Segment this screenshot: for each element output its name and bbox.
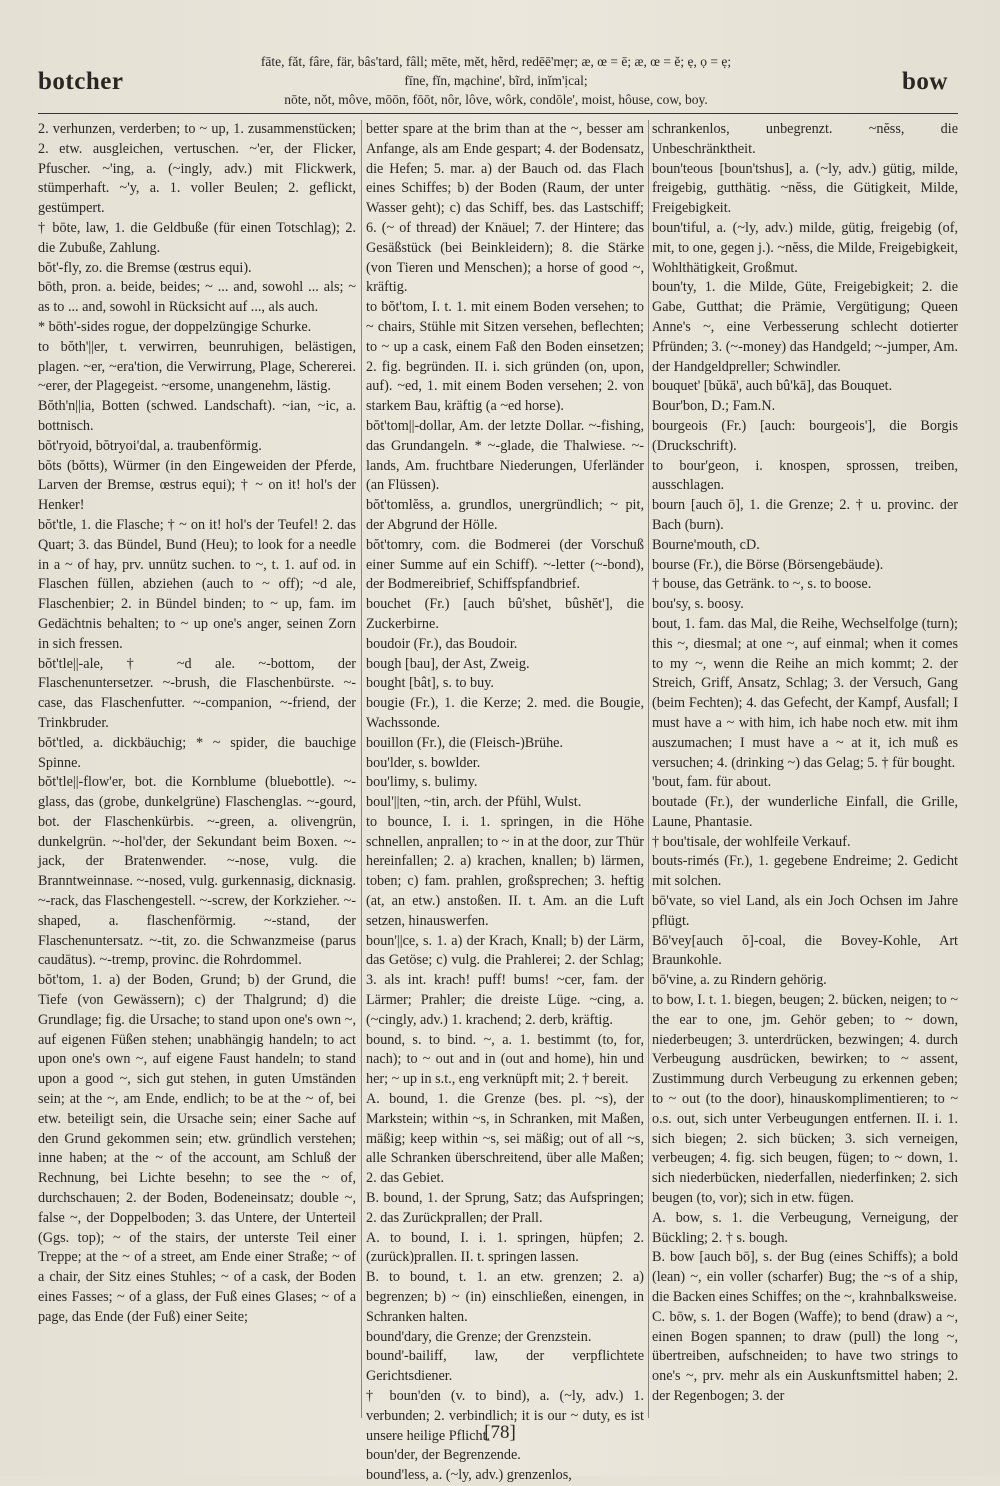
dictionary-entry: bougie (Fr.), 1. die Kerze; 2. med. die Bougie, Wachssonde. bbox=[366, 695, 644, 731]
dictionary-entry: bourn [auch ō], 1. die Grenze; 2. † u. provinc. der Bach (burn). bbox=[652, 497, 958, 533]
dictionary-entry: bought [bât], s. to buy. bbox=[366, 675, 494, 692]
dictionary-entry: bou'sy, s. boosy. bbox=[652, 596, 744, 613]
column-left bbox=[38, 120, 356, 1420]
dictionary-entry: bouts-rimés (Fr.), 1. gegebene Endreime; 2. Gedicht mit solchen. bbox=[652, 853, 958, 890]
dictionary-entry: to bŏth'||er, t. verwirren, beunruhigen, belästigen, plagen. ~er, ~era'tion, die Verwirrung, Plage, Schererei. ~erer, der Plagegeist. ~ersome, unangenehm, lästig. bbox=[38, 338, 356, 395]
column-right bbox=[652, 120, 958, 1420]
column-divider-2 bbox=[648, 120, 649, 1418]
dictionary-entry: bouillon (Fr.), die (Fleisch-)Brühe. bbox=[366, 734, 564, 751]
dictionary-entry: bŏt'tom||-dollar, Am. der letzte Dollar. ~-fishing, das Grundangeln. * ~-glade, die Thalwiese. ~-lands, Am. fruchtbare Niederungen, Uferländer (an Flüssen). bbox=[366, 417, 644, 494]
dictionary-entry: A. bow, s. 1. die Verbeugung, Verneigung, der Bückling; 2. † s. bough. bbox=[652, 1209, 958, 1246]
dictionary-entry: boun'tiful, a. (~ly, adv.) milde, gütig, freigebig (of, mit, to one, gegen j.). ~nĕss, die Milde, Freigebigkeit, Wohlthätigkeit, Großmut. bbox=[652, 219, 958, 276]
dictionary-entry: 2. verhunzen, verderben; to ~ up, 1. zusammenstücken; 2. etw. ausgleichen, vertuschen. ~'er, der Flicker, Pfuscher. ~'ing, a. (~ingly, adv.) mit Flickwerk, stümperhaft. ~'y, a. 1. voller Beulen; 2. geflickt, gestümpert. bbox=[38, 121, 356, 217]
dictionary-entry: boun'ty, 1. die Milde, Güte, Freigebigkeit; 2. die Gabe, Gutthat; die Prämie, Vergütigung; Queen Anne's ~, eine Verbesserung schlecht dotierter Pfründen; 3. (~-money) das Handgeld; ~-jumper, Am. der Handgeldpreller; Schwindler. bbox=[652, 279, 958, 375]
pronunciation-key-line-2: fīne, fĭn, mạchine', bĩrd, inĭm'ịcal; bbox=[404, 73, 588, 88]
dictionary-entry: better spare at the brim than at the ~, besser am Anfange, als am Ende gespart; 4. der Bodensatz, die Hefen; 5. mar. a) der Bauch od. das Flach eines Schiffes; b) der Boden (Raum, der unter Wasser geht); c) das Schiff, bes. das Lastschiff; 6. (~ of thread) der Knäuel; 7. der Hintere; das Gesäßstück (bei Beinkleidern); 8. die Stärke (von Tieren und Menschen); a horse of good ~, kräftig. bbox=[366, 121, 644, 296]
dictionary-entry: Bour'bon, D.; Fam.N. bbox=[652, 398, 776, 415]
dictionary-entry: bŏt'tle||-ale, † ~d ale. ~-bottom, der Flaschenuntersetzer. ~-brush, die Flaschenbürste. ~-case, das Flaschenfutter. ~-companion, ~-friend, der Trinkbruder. bbox=[38, 655, 356, 731]
dictionary-entry: bough [bau], der Ast, Zweig. bbox=[366, 655, 530, 672]
dictionary-entry: bound'dary, die Grenze; der Grenzstein. bbox=[366, 1328, 592, 1345]
dictionary-entry: bŏt'ryoid, bŏtryoi'dal, a. traubenförmig. bbox=[38, 437, 262, 454]
dictionary-entry: boun'||ce, s. 1. a) der Krach, Knall; b) der Lärm, das Getöse; c) vulg. die Prahlerei; 2. der Schlag; 3. als int. krach! puff! bums! ~cer, fam. der Lärmer; Prahler; die dreiste Lüge. ~cing, a. (~cingly, adv.) 1. krachend; 2. derb, kräftig. bbox=[366, 932, 644, 1028]
dictionary-entry: bō'vine, a. zu Rindern gehörig. bbox=[652, 972, 827, 989]
dictionary-entry: bŏt'-fly, zo. die Bremse (œstrus equi). bbox=[38, 259, 252, 276]
dictionary-entry: bŏt'tomry, com. die Bodmerei (der Vorschuß einer Summe auf ein Schiff). ~-letter (~-bond), der Bodmereibrief, Schiffspfandbrief. bbox=[366, 536, 644, 593]
dictionary-entry: Bourne'mouth, cD. bbox=[652, 536, 760, 553]
dictionary-entry: to bŏt'tom, I. t. 1. mit einem Boden versehen; to ~ chairs, Stühle mit Sitzen versehen, beflechten; to ~ up a cask, einem Faß den Boden einsetzen; 2. fig. begründen. II. i. sich gründen (on, upon, auf). ~ed, 1. mit einem Boden versehen; 2. von starkem Bau, kräftig (a ~ed horse). bbox=[366, 299, 644, 415]
dictionary-entry: B. bound, 1. der Sprung, Satz; das Aufspringen; 2. das Zurückprallen; der Prall. bbox=[366, 1190, 644, 1226]
page-number: [78] bbox=[484, 1422, 516, 1443]
dictionary-entry: bou'limy, s. bulimy. bbox=[366, 774, 478, 791]
dictionary-entry: bŏt'tom, 1. a) der Boden, Grund; b) der Grund, die Tiefe (von Gewässern); c) der Thalgrund; d) die Grundlage; fig. die Ursache; to stand upon one's own ~, auf eigenen Füßen stehen; unabhängig handeln; to act upon one's own ~, auf eigene Faust handeln; to stand upon a good ~, sich gut stehen, in guten Umständen sein; at the ~, am Ende, endlich; to be at the ~ of, bei etw. beteiligt sein, die Ursache sein; einer Sache auf den Grund gekommen sein; etw. gründlich verstehen; inne haben; at the ~ of the account, am Schluß der Rechnung, bei Lichte besehn; to see the ~ of, durchschauen; 2. der Boden, Bodeneinsatz; double ~, false ~, der Doppelboden; 3. das Untere, der Unterteil (Ggs. top); ~ of the stairs, der unterste Teil einer Treppe; at the ~ of a street, am Ende einer Straße; ~ of a chair, der Sitz eines Stuhles; ~ of a cask, der Boden eines Fasses; ~ of a glass, der Fuß eines Glases; ~ of a page, das Ende (der Fuß) einer Seite; bbox=[38, 972, 356, 1325]
dictionary-entry: boun'der, der Begrenzende. bbox=[366, 1447, 521, 1464]
pronunciation-key-line-3: nōte, nŏt, môve, mōōn, fōōt, nôr, lôve, wôrk, condōle', moist, hôuse, cow, boy. bbox=[284, 92, 708, 107]
dictionary-entry: to bow, I. t. 1. biegen, beugen; 2. bücken, neigen; to ~ the ear to one, jm. Gehör geben; to ~ down, niederbeugen; 3. unterdrücken, bezwingen; 4. durch Verbeugung ausdrücken, bewirken; to ~ assent, Zustimmung durch Verbeugung zu erkennen geben; to ~ out (to the door), hinauskomplimentieren; to ~ o.s. out, sich unter Verbeugungen entfernen. II. i. 1. sich biegen; 2. sich bücken; 3. sich verneigen, verbeugen; 4. fig. sich beugen, fügen; to ~ down, 1. sich niederbücken, niederfallen, niederfinken; 2. sich beugen (to, vor); sich in etw. fügen. bbox=[652, 992, 958, 1207]
dictionary-entry: boun'teous [boun'tshus], a. (~ly, adv.) gütig, milde, freigebig, gutthätig. ~nĕss, die Gütigkeit, Milde, Freigebigkeit. bbox=[652, 160, 958, 217]
dictionary-entry: bō'vate, so viel Land, als ein Joch Ochsen im Jahre pflügt. bbox=[652, 893, 958, 929]
dictionary-entry: bŏt'tle, 1. die Flasche; † ~ on it! hol's der Teufel! 2. das Quart; 3. das Bündel, Bund (Heu); to look for a needle in a ~ of hay, prv. unnütz suchen. to ~, t. 1. auf od. in Flaschen füllen, abziehen (auch to ~ off); ~d ale, Flaschenbier; 2. in Bündel binden; to ~ up, fam. im Gedächtnis behalten; to ~ up one's anger, seinen Zorn in sich fressen. bbox=[38, 516, 356, 652]
dictionary-entry: B. to bound, t. 1. an etw. grenzen; 2. a) begrenzen; b) ~ (in) einschließen, einengen, in Schranken halten. bbox=[366, 1269, 644, 1325]
dictionary-entry: bound'less, a. (~ly, adv.) grenzenlos, bbox=[366, 1467, 572, 1484]
dictionary-entry: bŏt'tle||-flow'er, bot. die Kornblume (bluebottle). ~-glass, das (grobe, dunkelgrüne) Flaschenglas. ~-gourd, bot. der Flaschenkürbis. ~-green, a. olivengrün, dunkelgrün. ~-hol'der, der Sekundant beim Boxen. ~-jack, der Bratenwender. ~-nose, vulg. die Branntweinnase. ~-nosed, vulg. gurkennasig, dicknasig. ~-rack, das Flaschengestell. ~-screw, der Korkzieher. ~-shaped, a. flaschenförmig. ~-stand, der Flaschenuntersatz. ~-tit, zo. die Schwanzmeise (parus caudātus). ~-tremp, provinc. die Rohrdommel. bbox=[38, 774, 356, 969]
dictionary-entry: boul'||ten, ~tin, arch. der Pfühl, Wulst. bbox=[366, 794, 582, 811]
left-running-headword: botcher bbox=[38, 68, 124, 95]
dictionary-entry: bōth, pron. a. beide, beides; ~ ... and, sowohl ... als; ~ as to ... and, sowohl in Rücksicht auf ..., als auch. bbox=[38, 279, 356, 316]
right-running-headword: bow bbox=[902, 68, 948, 95]
dictionary-entry: † boun'den (v. to bind), a. (~ly, adv.) 1. verbunden; 2. verbindlich; it is our ~ duty, es ist unsere heilige Pflicht. bbox=[366, 1388, 644, 1444]
dictionary-entry: bound, s. to bind. ~, a. 1. bestimmt (to, for, nach); to ~ out and in (out and home), hin und her; ~ up in s.t., eng verknüpft mit; 2. † bereit. bbox=[366, 1031, 644, 1088]
dictionary-entry: 'bout, fam. für about. bbox=[652, 774, 772, 791]
pronunciation-key-line-1: fāte, făt, fâre, fär, bâs'tard, fâll; mēte, mĕt, hẽrd, redēē'mẹr; æ, œ = ē; æ, œ = ĕ; ẹ, ọ = ẹ; bbox=[260, 54, 732, 69]
dictionary-entry: bound'-bailiff, law, der verpflichtete Gerichtsdiener. bbox=[366, 1348, 644, 1385]
dictionary-entry: B. bow [auch bō], s. der Bug (eines Schiffs); a bold (lean) ~, ein voller (scharfer) Bug; the ~s of a ship, die Backen eines Schiffes; on the ~, krahnbalksweise. bbox=[652, 1249, 958, 1306]
header-rule bbox=[38, 113, 958, 114]
dictionary-entry: Bō'vey[auch ŏ]-coal, die Bovey-Kohle, Art Braunkohle. bbox=[652, 932, 958, 969]
dictionary-entry: to bounce, I. i. 1. springen, in die Höhe schnellen, anprallen; to ~ in at the door, zur Thür hereinfallen; 2. a) krachen, knallen; b) lärmen, toben; c) fam. prahlen, großsprechen; 3. heftig (at, an etw.) anstoßen. II. t. Am. an die Luft setzen, hinauswerfen. bbox=[366, 813, 644, 929]
dictionary-entry: bouquet' [bŭkā', auch bû'kā], das Bouquet. bbox=[652, 378, 893, 395]
dictionary-entry: A. bound, 1. die Grenze (bes. pl. ~s), der Markstein; within ~s, in Schranken, mit Maßen, mäßig; keep within ~s, sei mäßig; out of all ~s, alle Schranken überschreitend, über alle Maßen; 2. das Gebiet. bbox=[366, 1091, 644, 1187]
dictionary-entry: bŏt'tomlĕss, a. grundlos, unergründlich; ~ pit, der Abgrund der Hölle. bbox=[366, 497, 644, 533]
dictionary-entry: bourgeois (Fr.) [auch: bourgeois'], die Borgis (Druckschrift). bbox=[652, 417, 958, 454]
dictionary-entry: boudoir (Fr.), das Boudoir. bbox=[366, 635, 518, 652]
dictionary-entry: bŏt'tled, a. dickbäuchig; * ~ spider, die bauchige Spinne. bbox=[38, 734, 356, 771]
dictionary-entry: schrankenlos, unbegrenzt. ~nĕss, die Unbeschränktheit. bbox=[652, 121, 958, 157]
dictionary-entry: † bōte, law, 1. die Geldbuße (für einen Totschlag); 2. die Zubuße, Zahlung. bbox=[38, 219, 356, 256]
dictionary-entry: bou'lder, s. bowlder. bbox=[366, 754, 481, 771]
dictionary-entry: to bour'geon, i. knospen, sprossen, treiben, ausschlagen. bbox=[652, 457, 958, 494]
dictionary-entry: Bŏth'n||ia, Botten (schwed. Landschaft). ~ian, ~ic, a. bottnisch. bbox=[38, 398, 356, 434]
dictionary-entry: † bouse, das Getränk. to ~, s. to boose. bbox=[652, 576, 872, 593]
dictionary-entry: bourse (Fr.), die Börse (Börsengebäude). bbox=[652, 556, 884, 573]
dictionary-entry: * bōth'-sides rogue, der doppelzüngige Schurke. bbox=[38, 318, 312, 335]
dictionary-entry: bouchet (Fr.) [auch bû'shet, bûshĕt'], die Zuckerbirne. bbox=[366, 596, 644, 632]
dictionary-entry: bŏts (bŏtts), Würmer (in den Eingeweiden der Pferde, Larven der Bremse, œstrus equi); † ~ on it! hol's der Henker! bbox=[38, 457, 356, 514]
dictionary-entry: A. to bound, I. i. 1. springen, hüpfen; 2. (zurück)prallen. II. t. springen lassen. bbox=[366, 1229, 644, 1266]
dictionary-entry: † bou'tisale, der wohlfeile Verkauf. bbox=[652, 833, 851, 850]
column-divider-1 bbox=[361, 120, 362, 1418]
dictionary-entry: C. bōw, s. 1. der Bogen (Waffe); to bend (draw) a ~, einen Bogen spannen; to draw (pull) the long ~, übertreiben, aufschneiden; to have two strings to one's ~, prv. mehr als ein Auskunftsmittel haben; 2. der Regenbogen; 3. der bbox=[652, 1308, 958, 1404]
dictionary-entry: boutade (Fr.), der wunderliche Einfall, die Grille, Laune, Phantasie. bbox=[652, 794, 958, 830]
dictionary-entry: bout, 1. fam. das Mal, die Reihe, Wechselfolge (turn); this ~, diesmal; at one ~, auf einmal; when it comes to my ~, wenn die Reihe an mich kommt; 2. der Streich, Griff, Ansatz, Schlag; 3. der Versuch, Gang (beim Fechten); 4. das Gefecht, der Kampf, Ausfall; I must have a ~ with him, ich habe noch etw. mit ihm auszumachen; I must have a ~ at it, ich muß es versuchen; 4. (drinking ~) das Gelag; 5. † für bought. bbox=[652, 615, 958, 771]
